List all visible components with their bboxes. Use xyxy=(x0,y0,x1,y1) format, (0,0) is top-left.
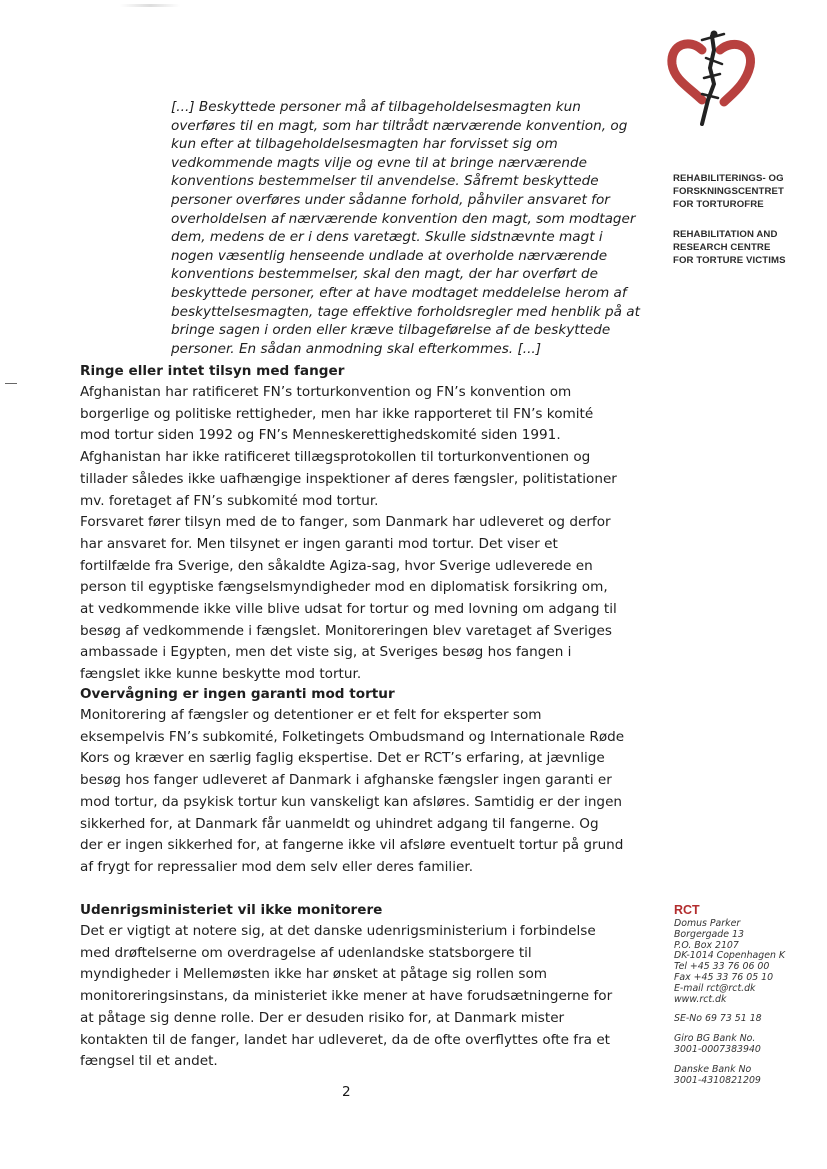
page-number: 2 xyxy=(342,1084,351,1100)
contact-block xyxy=(674,903,814,1086)
address-line: Domus Parker xyxy=(674,918,741,929)
section-heading: Overvågning er ingen garanti mod tortur xyxy=(80,686,395,702)
fax-line: Fax +45 33 76 05 10 xyxy=(674,971,774,983)
scan-artifact xyxy=(120,4,180,7)
convention-quote: [...] Beskyttede personer må af tilbageholdelsesmagten kun overføres til en magt, som har tiltrådt nærværende konvention, og kun efter at tilbageholdelsesmagten har forvisset sig om vedkommende magts vilje og evne til at bringe nærværende konventions bestemmelser til anvendelse. Såfremt beskyttede personer overføres under sådanne forhold, påhviler ansvaret for overholdelsen af nærværende konvention den magt, som modtager dem, medens de er i dens varetægt. Skulle sidstnævnte magt i nogen væsentlig henseende undlade at overholde nærværende konventions bestemmelser, skal den magt, der har overført de beskyttede personer, efter at have modtaget meddelelse herom af beskyttelsesmagten, tage effektive forholdsregler med henblik på at bringe sagen i orden eller kræve tilbageførelse af de beskyttede personer. En sådan anmodning skal efterkommes. [...] xyxy=(171,99,640,357)
section-paragraph: Det er vigtigt at notere sig, at det danske udenrigsministerium i forbindelse med drøftelserne om overdragelse af udenlandske statsborgere til myndigheder i Mellemøsten ikke har ønsket at påtage sig rollen som monitoreringsinstans, da ministeriet ikke mener at have forudsætningerne for at påtage sig denne rolle. Der er desuden risiko for, at Danmark mister kontakten til de fanger, landet har udleveret, da de ofte overflyttes ofte fra et fængsel til et andet. xyxy=(80,923,613,1070)
section-paragraph: Monitorering af fængsler og detentioner er et felt for eksperter som eksempelvis FN’s subkomité, Folketingets Ombudsmand og Internationale Røde Kors og kræver en særlig faglig ekspertise. Det er RCT’s erfaring, at jævnlige besøg hos fanger udleveret af Danmark i afghanske fængsler ingen garanti er mod tortur, da psykisk tortur kun vanskeligt kan afsløres. Samtidig er der ingen sikkerhed for, at Danmark får uanmeldt og uhindret adgang til fangerne. Og der er ingen sikkerhed for, at fangerne ikke vil afsløre eventuelt tortur på grund af frygt for repressalier mod dem selv eller deres familier. xyxy=(80,707,625,875)
danske-number: 3001-4310821209 xyxy=(674,1074,761,1086)
section-heading: Ringe eller intet tilsyn med fanger xyxy=(80,363,345,379)
margin-mark xyxy=(5,383,17,384)
address-line: Borgergade 13 xyxy=(674,928,744,940)
heart-with-barbed-figure-logo xyxy=(662,28,758,132)
danske-label: Danske Bank No xyxy=(674,1063,752,1075)
section-overvaagning xyxy=(80,684,625,879)
giro-label: Giro BG Bank No. xyxy=(674,1033,756,1045)
phone-line: Tel +45 33 76 06 00 xyxy=(674,961,770,973)
figure-head xyxy=(711,31,718,38)
section-ringe-tilsyn xyxy=(80,361,625,686)
heart-left-half xyxy=(672,44,702,100)
section-paragraph: Afghanistan har ratificeret FN’s torturkonvention og FN’s konvention om borgerlige og politiske rettigheder, men har ikke rapporteret til FN’s komité mod tortur siden 1992 og FN’s Menneskerettighedskomité siden 1991. Afghanistan har ikke ratificeret tillægsprotokollen til torturkonventionen og tillader således ikke uafhængige inspektioner af deres fængsler, politistationer mv. foretaget af FN’s subkomité mod tortur. xyxy=(80,384,617,509)
section-paragraph: Forsvaret fører tilsyn med de to fanger, som Danmark har udleveret og derfor har ansvaret for. Men tilsynet er ingen garanti mod tortur. Det viser et fortilfælde fra Sverige, den såkaldte Agiza-sag, hvor Sverige udleverede en person til egyptiske fængselsmyndigheder mod en diplomatisk forsikring om, at vedkommende ikke ville blive udsat for tortur og med lovning om adgang til besøg af vedkommende i fængslet. Monitoreringen blev varetaget af Sveriges ambassade i Egypten, men det viste sig, at Sveriges besøg hos fangen i fængslet ikke kunne beskytte mod tortur. xyxy=(80,514,617,683)
address-line: DK-1014 Copenhagen K xyxy=(674,950,786,962)
section-udenrigsministeriet xyxy=(80,900,625,1073)
section-heading: Udenrigsministeriet vil ikke monitorere xyxy=(80,902,383,918)
address-line: P.O. Box 2107 xyxy=(674,939,739,951)
giro-number: 3001-0007383940 xyxy=(674,1043,761,1055)
heart-right-half xyxy=(720,44,751,102)
website-line: www.rct.dk xyxy=(674,993,727,1005)
se-number: SE-No 69 73 51 18 xyxy=(674,1013,762,1025)
org-name-english: REHABILITATION AND RESEARCH CENTRE FOR TORTURE VICTIMS xyxy=(673,229,786,266)
rct-title: RCT xyxy=(674,903,700,917)
org-name-danish: REHABILITERINGS- OG FORSKNINGSCENTRET FOR TORTUROFRE xyxy=(673,173,784,210)
email-line: E-mail rct@rct.dk xyxy=(674,982,756,994)
